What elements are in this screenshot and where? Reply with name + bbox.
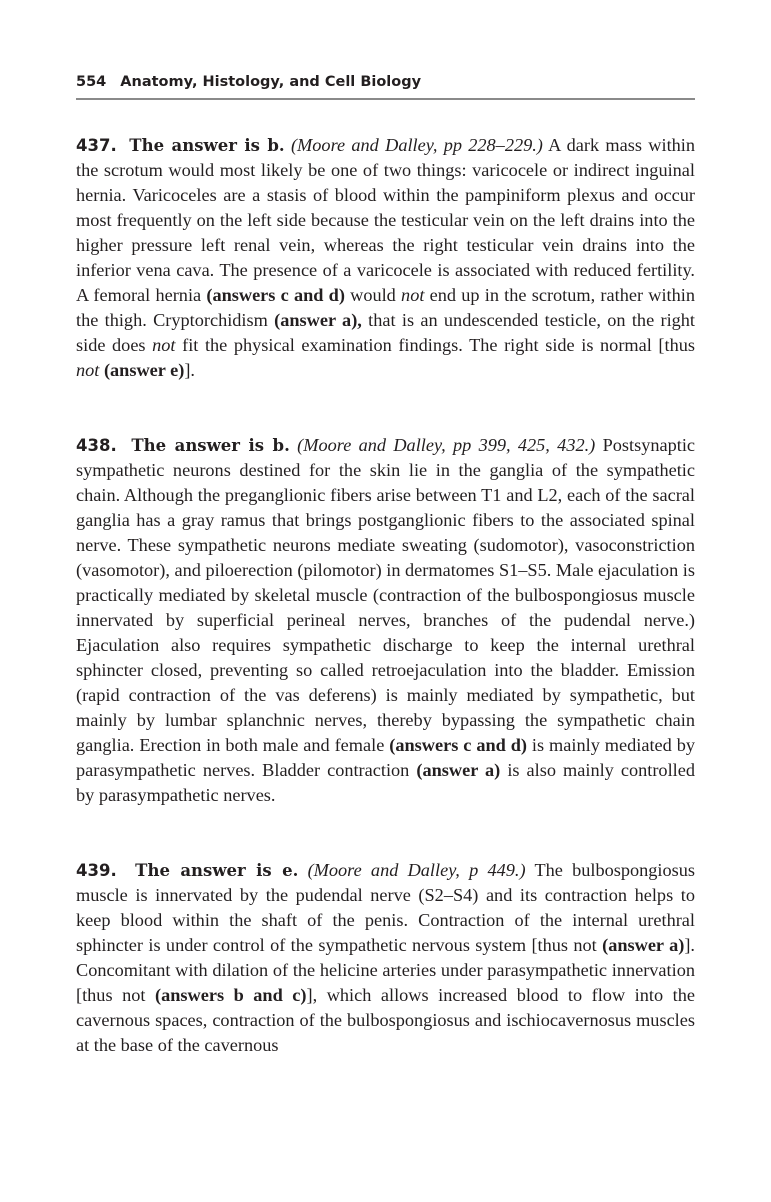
emphasis: not bbox=[401, 285, 425, 305]
answer-text: is mainly mediated by parasympathetic nerves. Bladder contraction bbox=[76, 735, 695, 780]
emphasis: not bbox=[76, 360, 100, 380]
answer-text: fit the physical examination findings. The right side is normal [thus bbox=[175, 335, 695, 355]
answer-text: ]. Concomitant with dilation of the helicine arteries under parasympathetic innervation [thus not bbox=[76, 935, 695, 1005]
answer-choice: (answer a) bbox=[602, 935, 685, 955]
answer-reference: (Moore and Dalley, pp 228–229.) bbox=[290, 135, 543, 155]
answer-lead: The answer is b. bbox=[129, 136, 285, 155]
answer-number: 438. bbox=[76, 436, 117, 455]
answer-text: ], which allows increased blood to flow into the cavernous spaces, contraction of the bulbospongiosus and ischiocavernosus muscles at the base of the cavernous bbox=[76, 985, 695, 1055]
answer-text: end up in the scrotum, rather within the thigh. Cryptorchidism bbox=[76, 285, 695, 330]
answer-lead: The answer is b. bbox=[131, 436, 290, 455]
answer-text: A dark mass within the scrotum would most likely be one of two things: varicocele or indirect inguinal hernia. Varicoceles are a stasis of blood within the pampiniform plexus and occur most frequently on the left side because the testicular vein on the left drains into the higher pressure left renal vein, whereas the right testicular vein drains into the inferior vena cava. The presence of a varicocele is associated with reduced fertility. A femoral hernia bbox=[76, 135, 696, 305]
answer-text: is also mainly controlled by parasympathetic nerves. bbox=[76, 760, 695, 805]
answer-choice: (answers c and d) bbox=[206, 285, 345, 305]
answer-438-paragraph bbox=[76, 433, 695, 808]
answer-choice: (answer a) bbox=[416, 760, 501, 780]
answer-reference: (Moore and Dalley, pp 399, 425, 432.) bbox=[297, 435, 596, 455]
answer-text: that is an undescended testicle, on the right side does bbox=[76, 310, 696, 355]
answer-number: 437. bbox=[76, 136, 117, 155]
answer-437-paragraph bbox=[76, 133, 695, 383]
answer-text: Postsynaptic sympathetic neurons destined for the skin lie in the ganglia of the sympathetic chain. Although the preganglionic fibers arise between T1 and L2, each of the sacral ganglia has a gray ramus that brings postganglionic fibers to the associated spinal nerve. These sympathetic neurons mediate sweating (sudomotor), vasoconstriction (vasomotor), and piloerection (pilomotor) in dermatomes S1–S5. Male ejaculation is practically mediated by skeletal muscle (contraction of the bulbospongiosus muscle innervated by superficial perineal nerves, branches of the pudendal nerve.) Ejaculation also requires sympathetic discharge to keep the internal urethral sphincter closed, preventing so called retroejaculation into the bladder. Emission (rapid contraction of the vas deferens) is mainly mediated by sympathetic, but mainly by lumbar splanchnic nerves, thereby bypassing the sympathetic chain ganglia. Erection in both male and female bbox=[76, 435, 696, 755]
answer-text: would bbox=[344, 285, 402, 305]
answer-439-paragraph bbox=[76, 858, 695, 1058]
page-number: 554 bbox=[76, 74, 107, 90]
answer-text: The bulbospongiosus muscle is innervated by the pudendal nerve (S2–S4) and its contraction helps to keep blood within the shaft of the penis. Contraction of the internal urethral sphincter is under control of the sympathetic nervous system [thus not bbox=[76, 860, 695, 955]
answer-text: ]. bbox=[184, 360, 196, 380]
answer-choice: (answers c and d) bbox=[389, 735, 527, 755]
answer-reference: (Moore and Dalley, p 449.) bbox=[307, 860, 526, 880]
running-head bbox=[76, 72, 695, 92]
answer-choice: (answers b and c) bbox=[155, 985, 307, 1005]
answer-lead: The answer is e. bbox=[135, 861, 299, 880]
answer-number: 439. bbox=[76, 861, 117, 880]
header-rule bbox=[76, 98, 695, 100]
answer-choice: (answer e) bbox=[103, 360, 185, 380]
emphasis: not bbox=[152, 335, 176, 355]
book-title: Anatomy, Histology, and Cell Biology bbox=[120, 74, 422, 90]
answer-choice: (answer a), bbox=[274, 310, 362, 330]
